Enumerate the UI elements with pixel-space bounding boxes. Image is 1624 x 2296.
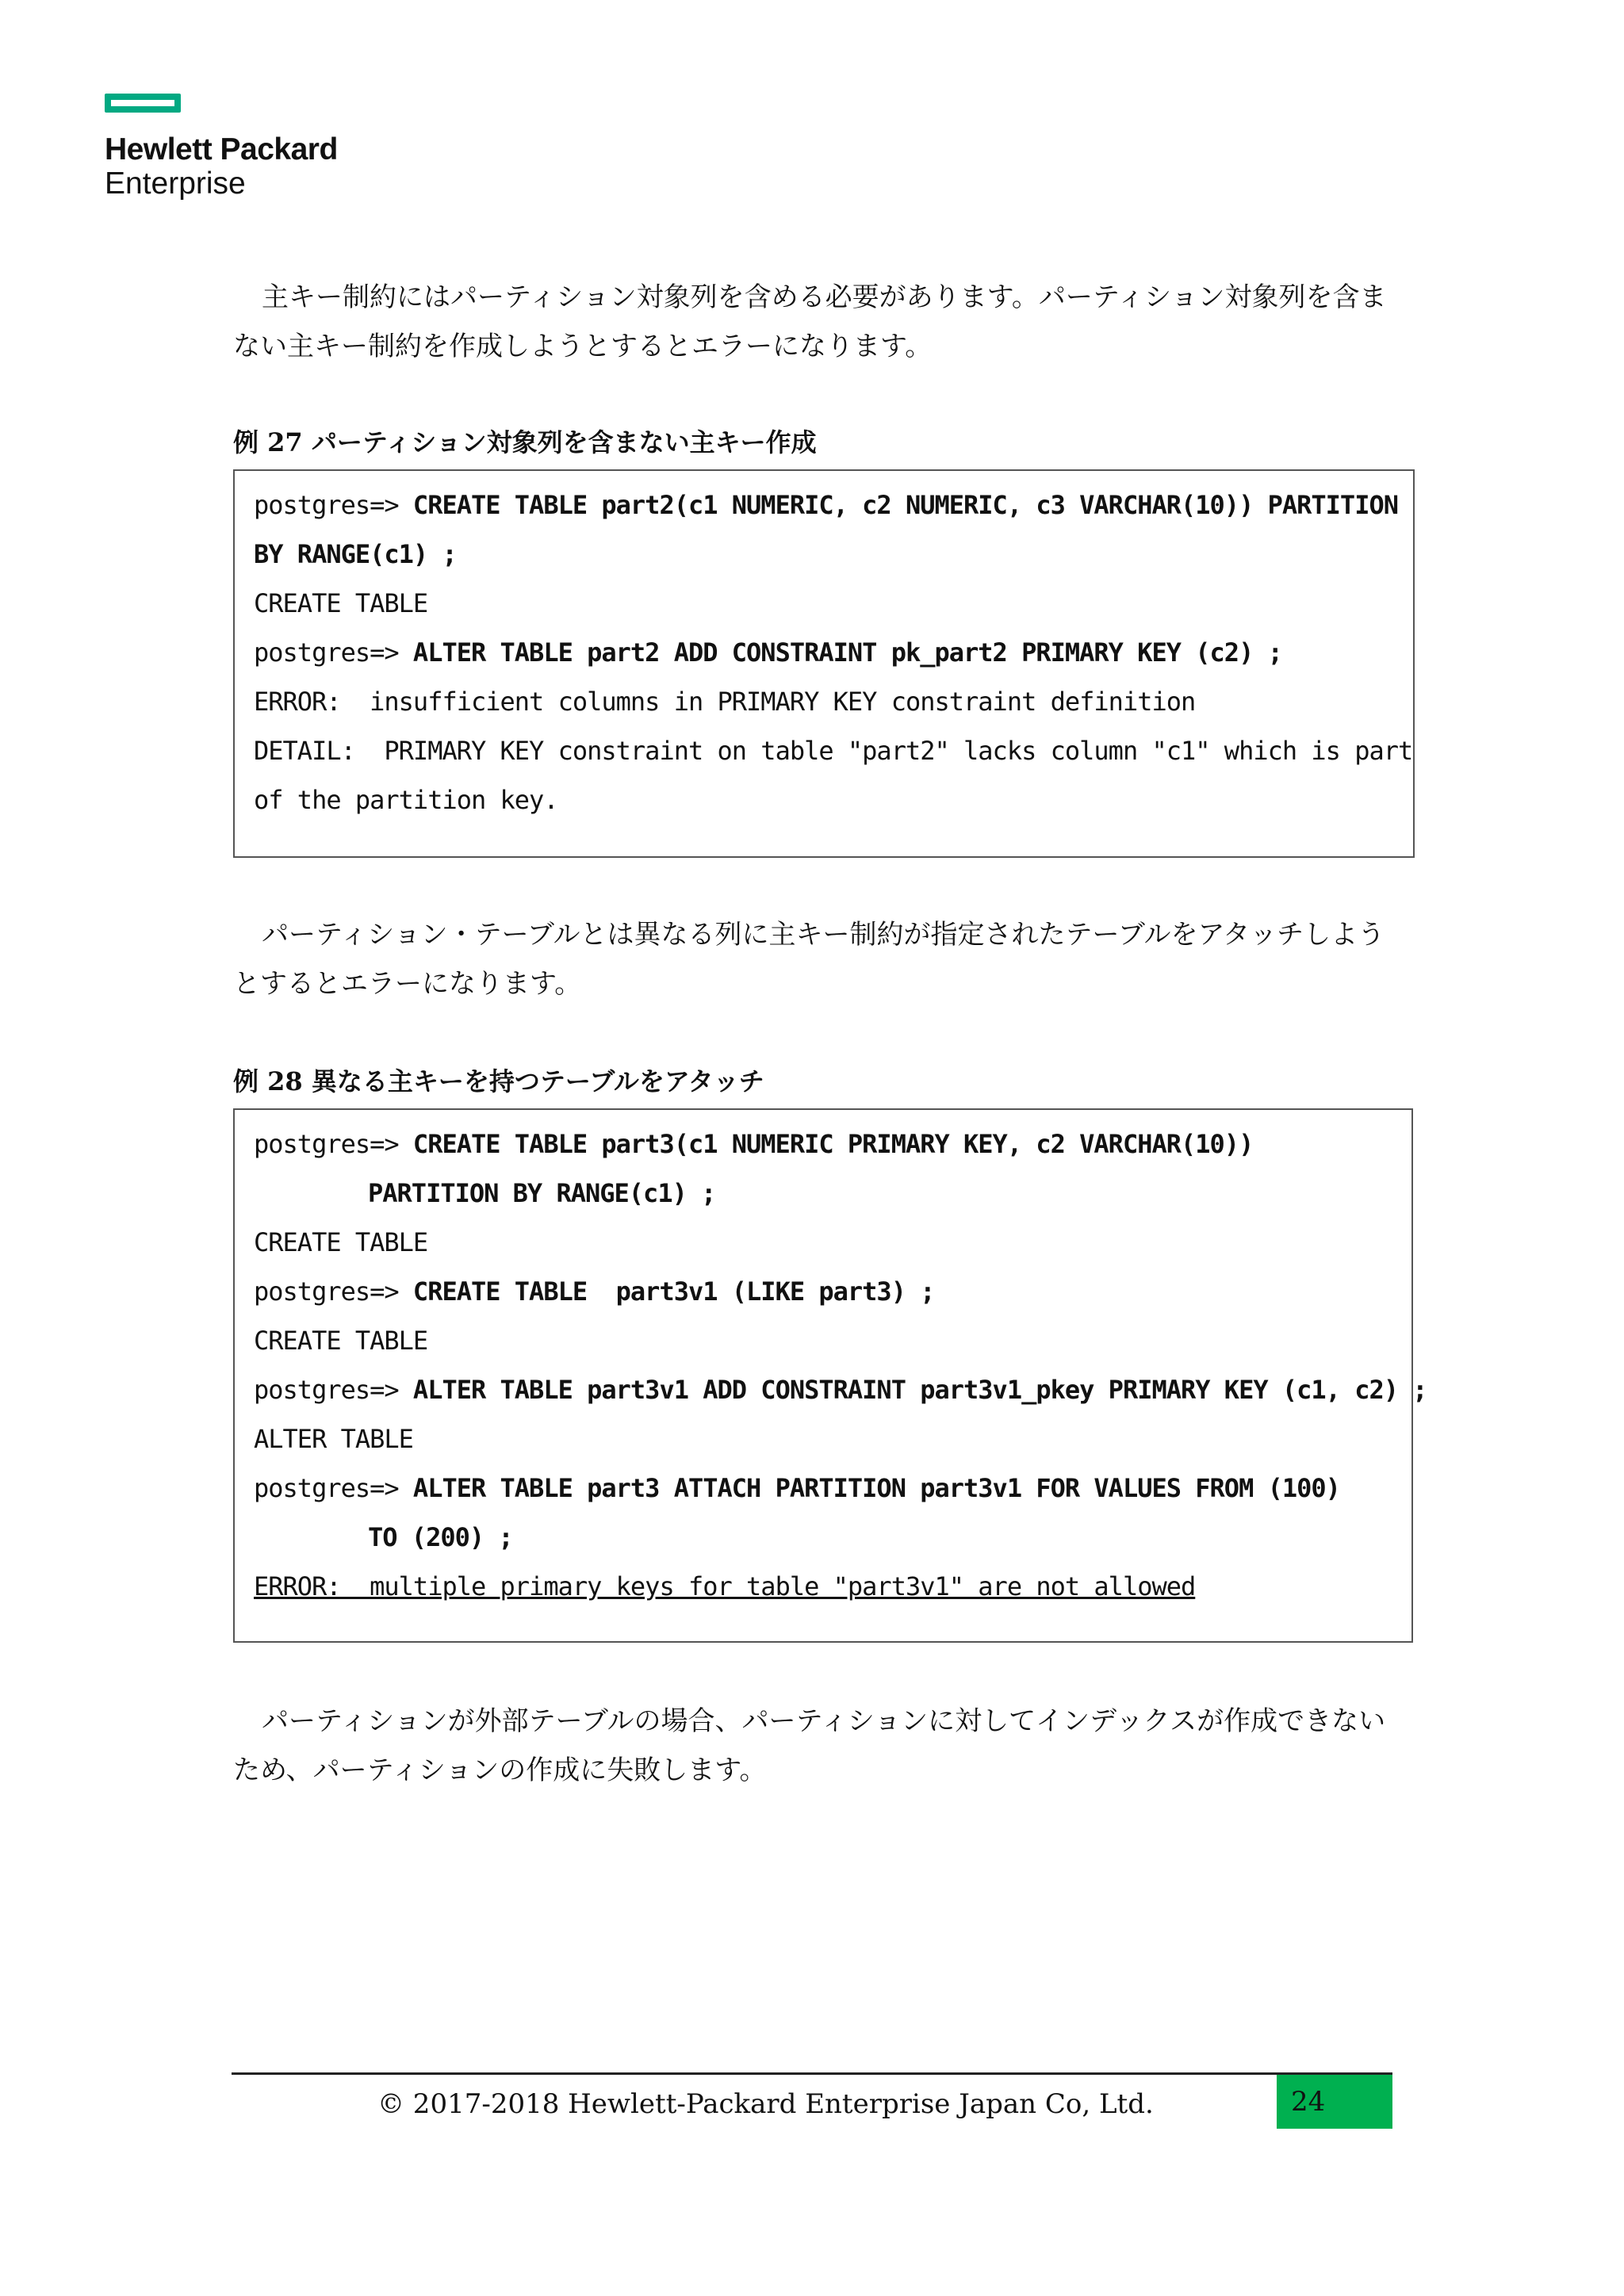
intro-paragraph: 主キー制約にはパーティション対象列を含める必要があります。パーティション対象列を含まない主キー制約を作成しようとするとエラーになります。 — [233, 281, 1387, 362]
code-line: ERROR: multiple primary keys for table "part3v1" are not allowed — [254, 1571, 1196, 1601]
page-number: 24 — [1291, 2086, 1326, 2118]
middle-paragraph: パーティション・テーブルとは異なる列に主キー制約が指定されたテーブルをアタッチしようとするとエラーになります。 — [233, 919, 1385, 1000]
code-line: postgres=> CREATE TABLE part2(c1 NUMERIC, c2 NUMERIC, c3 VARCHAR(10)) PARTITION — [254, 490, 1398, 520]
code-line: postgres=> CREATE TABLE part3v1 (LIKE part3) ; — [254, 1276, 935, 1307]
hpe-logo — [105, 94, 338, 201]
code-line: PARTITION BY RANGE(c1) ; — [368, 1178, 716, 1208]
code-line: of the partition key. — [254, 785, 558, 815]
hpe-logo-mark-icon — [105, 94, 181, 113]
example-28-code-box — [233, 1108, 1427, 1643]
code-line: ALTER TABLE — [254, 1424, 413, 1454]
example-28-caption: 例 28 異なる主キーを持つテーブルをアタッチ — [233, 1066, 764, 1096]
code-line: postgres=> ALTER TABLE part3v1 ADD CONSTRAINT part3v1_pkey PRIMARY KEY (c1, c2) ; — [254, 1375, 1427, 1405]
code-line: TO (200) ; — [368, 1522, 513, 1552]
example-27-code-box — [233, 469, 1415, 858]
example-27-caption: 例 27 パーティション対象列を含まない主キー作成 — [233, 427, 817, 457]
code-line: CREATE TABLE — [254, 1227, 428, 1257]
code-line: postgres=> ALTER TABLE part3 ATTACH PARTITION part3v1 FOR VALUES FROM (100) — [254, 1473, 1340, 1503]
code-line: CREATE TABLE — [254, 588, 428, 618]
final-paragraph: パーティションが外部テーブルの場合、パーティションに対してインデックスが作成できないため、パーティションの作成に失敗します。 — [233, 1705, 1386, 1786]
code-line: CREATE TABLE — [254, 1326, 428, 1356]
page-number-box — [1277, 2075, 1392, 2129]
code-line: BY RANGE(c1) ; — [254, 539, 457, 569]
logo-text-line2: Enterprise — [105, 166, 246, 201]
logo-text-line1: Hewlett Packard — [105, 132, 338, 166]
footer-divider — [232, 2072, 1392, 2075]
footer-copyright: © 2017-2018 Hewlett-Packard Enterprise Japan Co, Ltd. — [377, 2088, 1154, 2120]
code-line: postgres=> CREATE TABLE part3(c1 NUMERIC PRIMARY KEY, c2 VARCHAR(10)) — [254, 1129, 1254, 1159]
code-line: DETAIL: PRIMARY KEY constraint on table "part2" lacks column "c1" which is part — [254, 736, 1413, 766]
code-line: ERROR: insufficient columns in PRIMARY KEY constraint definition — [254, 687, 1196, 717]
code-line: postgres=> ALTER TABLE part2 ADD CONSTRAINT pk_part2 PRIMARY KEY (c2) ; — [254, 637, 1282, 668]
